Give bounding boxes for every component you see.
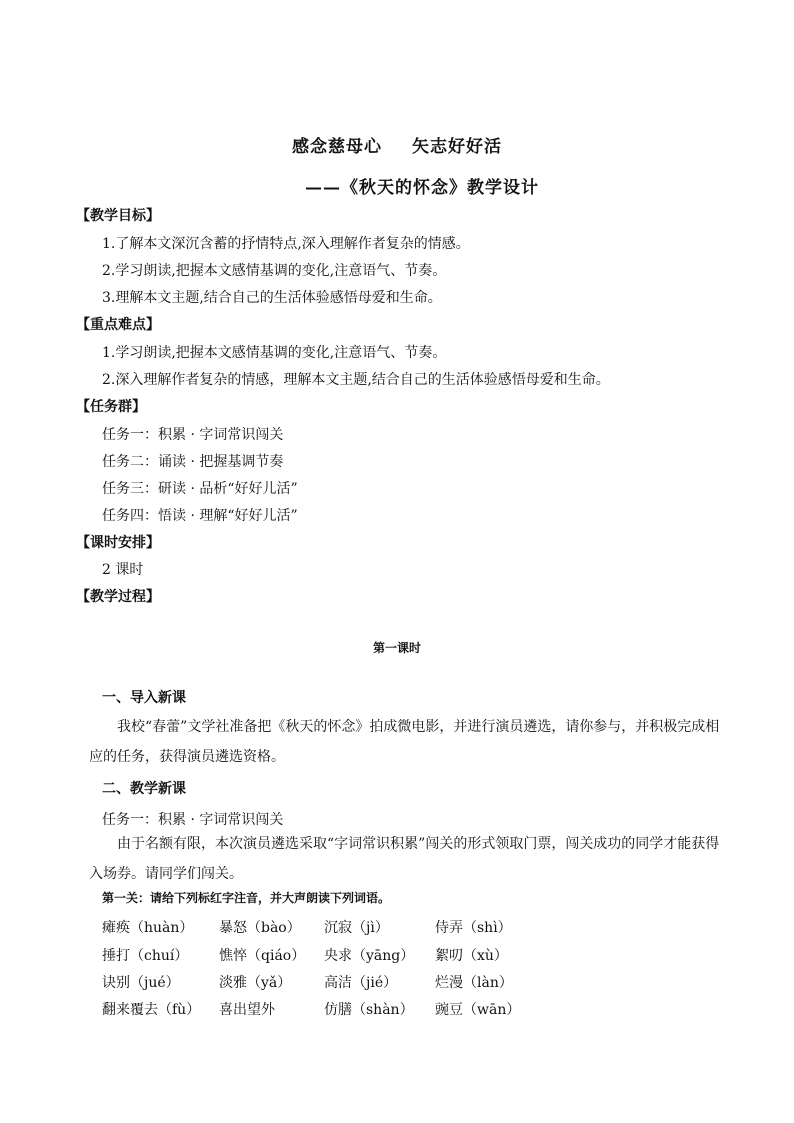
key-point-item: 1.学习朗读,把握本文感情基调的变化,注意语气、节奏。 — [102, 345, 447, 361]
vocab-word: 仿膳（shàn） — [324, 1002, 414, 1018]
vocab-word: 高洁（jié） — [324, 975, 398, 991]
goal-item: 1.了解本文深沉含蓄的抒情特点,深入理解作者复杂的情感。 — [102, 236, 470, 252]
schedule-value: 2 课时 — [102, 562, 144, 578]
title-main-left: 感念慈母心 — [292, 137, 382, 157]
vocab-word: 豌豆（wān） — [435, 1002, 521, 1018]
section-title: 第一课时 — [372, 641, 421, 655]
vocab-word: 沉寂（jì） — [324, 920, 389, 936]
vocab-word: 央求（yāng） — [324, 948, 415, 964]
vocab-word: 捶打（chuí） — [102, 948, 189, 964]
vocab-word: 诀别（jué） — [102, 975, 180, 991]
document-title — [0, 132, 794, 157]
vocab-word: 翻来覆去（fù） — [102, 1002, 201, 1018]
document-subtitle: ——《秋天的怀念》教学设计 — [305, 178, 539, 198]
vocab-word: 暴怒（bào） — [219, 920, 301, 936]
level1-note: 第一关：请给下列标红字注音，并大声朗读下列词语。 — [102, 891, 391, 905]
title-main-right: 矢志好好活 — [412, 137, 502, 157]
goal-item: 2.学习朗读,把握本文感情基调的变化,注意语气、节奏。 — [102, 263, 447, 279]
task-item: 任务一：积累 · 字词常识闯关 — [102, 427, 284, 443]
vocab-word: 侍弄（shì） — [435, 920, 512, 936]
vocab-word: 喜出望外 — [219, 1002, 275, 1018]
part1-heading: 一、导入新课 — [102, 690, 186, 706]
vocab-word: 烂漫（làn） — [435, 975, 513, 991]
goal-item: 3.理解本文主题,结合自己的生活体验感悟母爱和生命。 — [102, 290, 442, 306]
tasks-heading: 【任务群】 — [76, 399, 146, 415]
task-item: 任务二：诵读 · 把握基调节奏 — [102, 454, 284, 470]
task-item: 任务四：悟读 · 理解“好好儿活” — [102, 508, 298, 524]
process-heading: 【教学过程】 — [76, 589, 160, 605]
part1-text: 我校“春蕾”文学社准备把《秋天的怀念》拍成微电影，并进行演员遴选，请你参与，并积极完成相应的任务，获得演员遴选资格。 — [89, 719, 720, 765]
vocab-word: 淡雅（yǎ） — [219, 975, 292, 991]
schedule-heading: 【课时安排】 — [76, 535, 160, 551]
goals-heading: 【教学目标】 — [76, 208, 160, 224]
key-point-item: 2.深入理解作者复杂的情感，理解本文主题,结合自己的生活体验感悟母爱和生命。 — [102, 372, 610, 388]
task1-text: 由于名额有限，本次演员遴选采取“字词常识积累”闯关的形式领取门票，闯关成功的同学才能获得入场券。请同学们闯关。 — [89, 836, 720, 882]
vocab-word: 絮叨（xù） — [435, 948, 508, 964]
key-points-heading: 【重点难点】 — [76, 317, 160, 333]
task1-label: 任务一：积累 · 字词常识闯关 — [102, 812, 284, 828]
vocab-word: 瘫痪（huàn） — [102, 920, 194, 936]
task-item: 任务三：研读 · 品析“好好儿活” — [102, 481, 298, 497]
part2-heading: 二、教学新课 — [102, 781, 186, 797]
vocab-word: 憔悴（qiáo） — [219, 948, 306, 964]
